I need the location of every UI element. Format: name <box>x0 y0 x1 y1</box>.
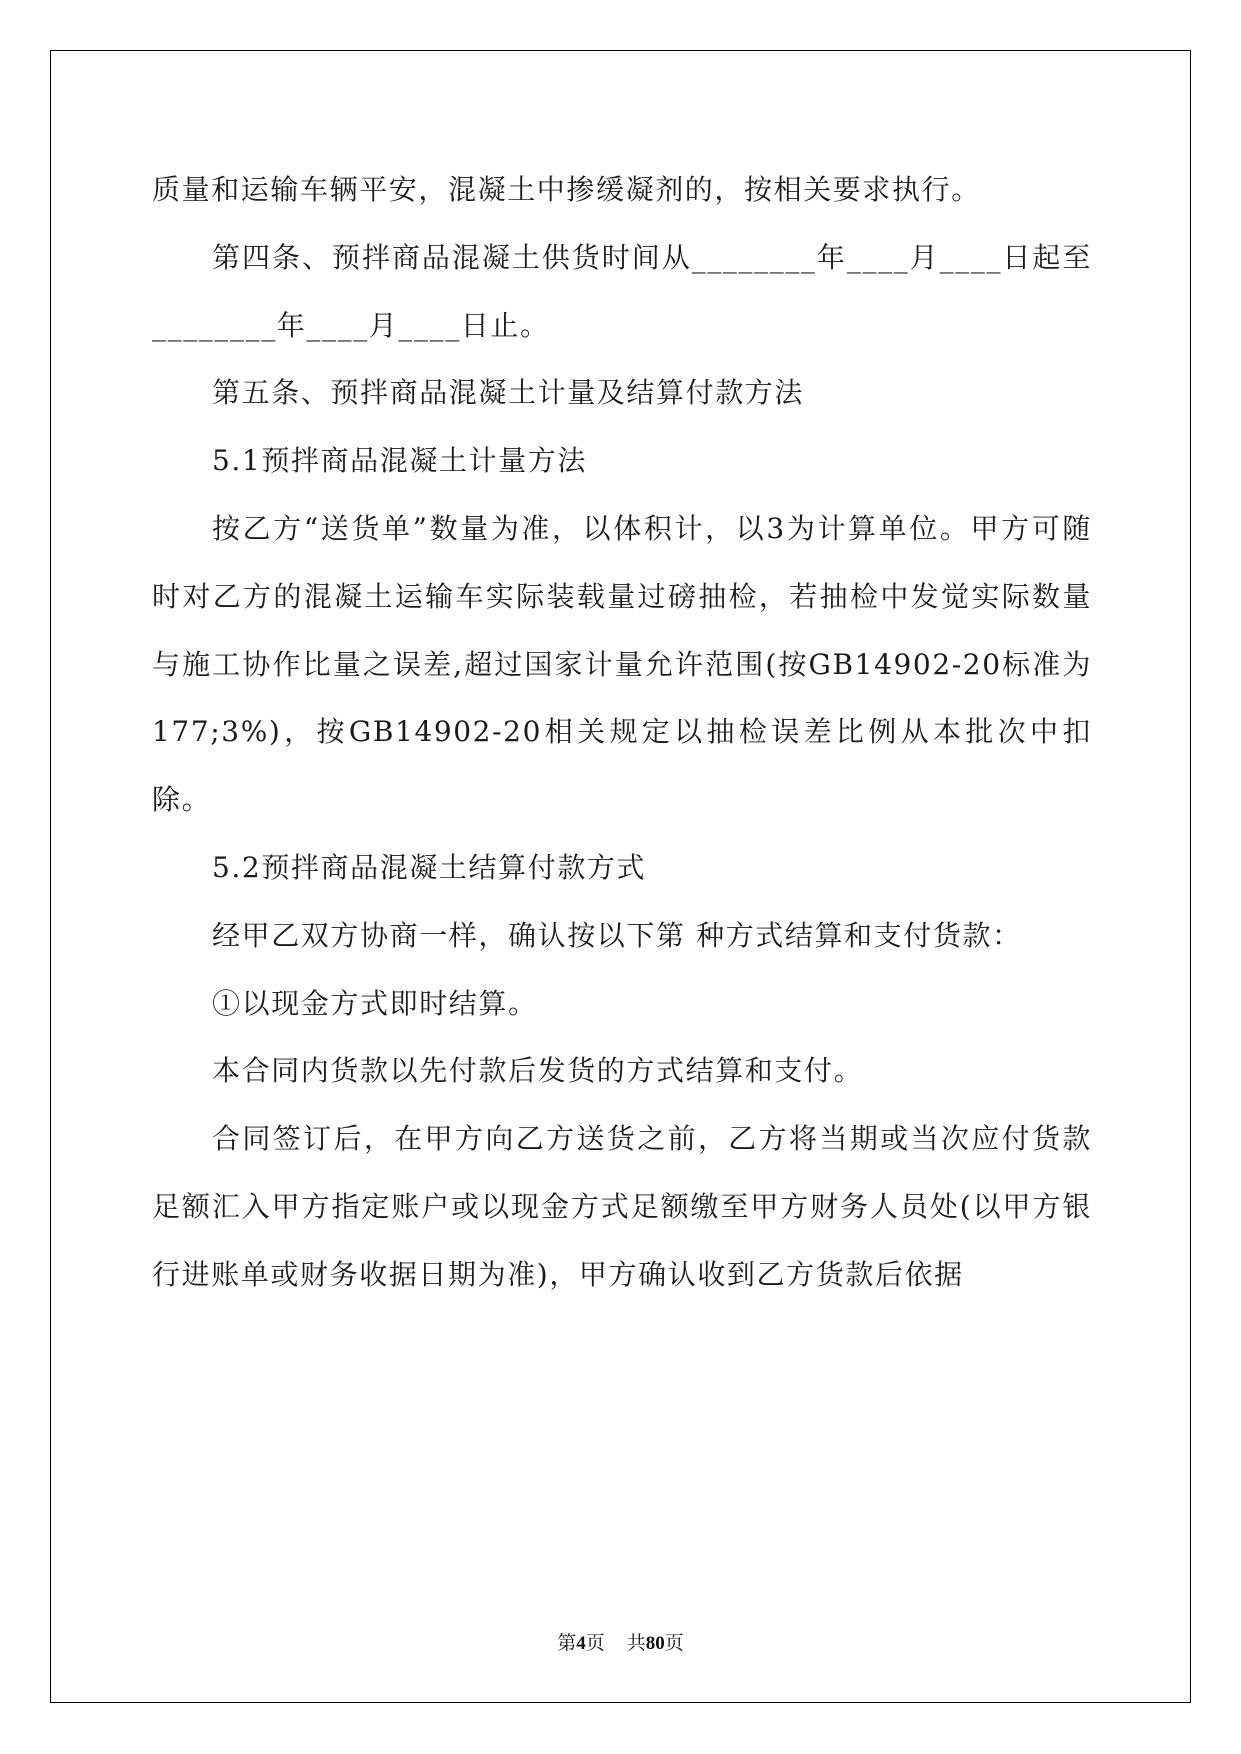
paragraph: 5.1预拌商品混凝土计量方法 <box>212 444 587 478</box>
paragraph: 第五条、预拌商品混凝土计量及结算付款方法 <box>212 376 805 410</box>
page-number: 4 <box>576 1633 586 1654</box>
total-pages: 80 <box>645 1633 665 1654</box>
total-suffix: 页 <box>664 1633 684 1654</box>
paragraph: 按乙方“送货单”数量为准，以体积计，以3为计算单位。甲方可随时对乙方的混凝土运输车实际装载量过磅抽检，若抽检中发觉实际数量与施工协作比量之误差,超过国家计量允许范围(按GB14902-20标准为177;3%)，按GB14902-20相关规定以抽检误差比例从本批次中扣除。 <box>152 511 1092 817</box>
total-prefix: 共 <box>626 1633 646 1654</box>
paragraph: 第四条、预拌商品混凝土供货时间从________年____月____日起至________年____月____日止。 <box>152 240 1092 342</box>
paragraph: 5.2预拌商品混凝土结算付款方式 <box>212 850 647 884</box>
paragraph: 合同签订后，在甲方向乙方送货之前，乙方将当期或当次应付货款足额汇入甲方指定账户或以现金方式足额缴至甲方财务人员处(以甲方银行进账单或财务收据日期为准)，甲方确认收到乙方货款后依据 <box>152 1122 1092 1291</box>
paragraph: ①以现金方式即时结算。 <box>212 986 538 1020</box>
document-body <box>152 156 1092 1309</box>
page-prefix: 第 <box>557 1633 577 1654</box>
page-footer <box>0 1628 1241 1655</box>
paragraph: 质量和运输车辆平安，混凝土中掺缓凝剂的，按相关要求执行。 <box>152 173 981 206</box>
paragraph: 本合同内货款以先付款后发货的方式结算和支付。 <box>212 1054 864 1088</box>
paragraph: 经甲乙双方协商一样，确认按以下第 种方式结算和支付货款： <box>212 918 1022 952</box>
page-suffix: 页 <box>585 1633 605 1654</box>
